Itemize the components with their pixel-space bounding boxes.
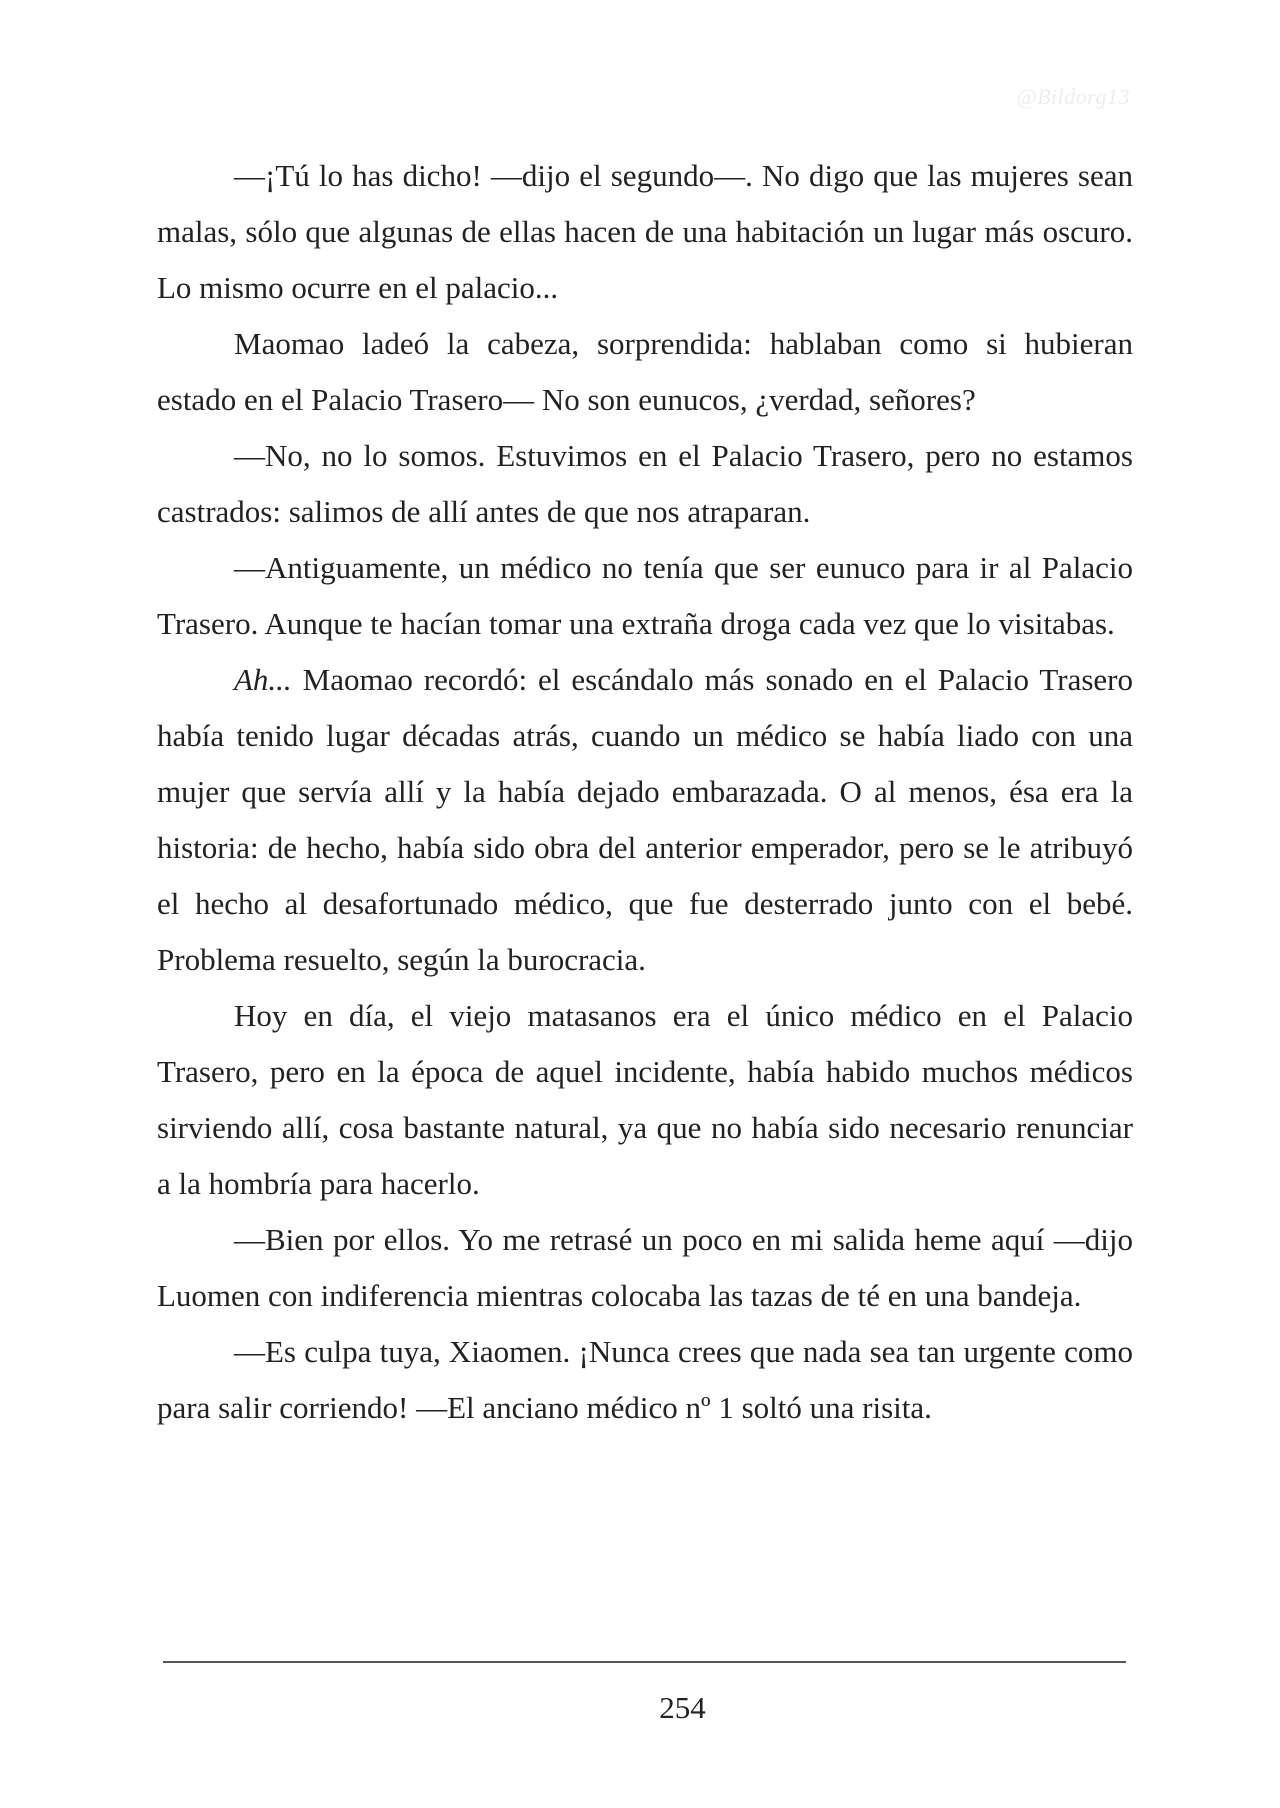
paragraph [157,428,1133,540]
body-text [157,148,1133,1436]
paragraph [157,540,1133,652]
paragraph [157,652,1133,988]
paragraph [157,148,1133,316]
paragraph-text: —Bien por ellos. Yo me retrasé un poco en mi salida heme aquí —dijo Luomen con indiferencia mientras colocaba las tazas de té en una bandeja. [157,1222,1133,1313]
paragraph-text: —Es culpa tuya, Xiaomen. ¡Nunca crees que nada sea tan urgente como para salir corriendo! —El anciano médico nº 1 soltó una risita. [157,1334,1133,1425]
paragraph-text: —¡Tú lo has dicho! —dijo el segundo—. No digo que las mujeres sean malas, sólo que algunas de ellas hacen de una habitación un lugar más oscuro. Lo mismo ocurre en el palacio... [157,158,1133,305]
italic-interjection: Ah... [234,662,292,697]
footer-divider [163,1661,1126,1663]
paragraph-text: Maomao ladeó la cabeza, sorprendida: hablaban como si hubieran estado en el Palacio Trasero— No son eunucos, ¿verdad, señores? [157,326,1133,417]
paragraph [157,1212,1133,1324]
paragraph [157,316,1133,428]
paragraph-text: —Antiguamente, un médico no tenía que ser eunuco para ir al Palacio Trasero. Aunque te hacían tomar una extraña droga cada vez que lo visitabas. [157,550,1133,641]
paragraph [157,988,1133,1212]
page-number: 254 [659,1690,706,1725]
paragraph-text: —No, no lo somos. Estuvimos en el Palacio Trasero, pero no estamos castrados: salimos de allí antes de que nos atraparan. [157,438,1133,529]
paragraph [157,1324,1133,1436]
watermark: @Bildorg13 [1016,84,1130,109]
paragraph-text: Maomao recordó: el escándalo más sonado en el Palacio Trasero había tenido lugar décadas atrás, cuando un médico se había liado con una mujer que servía allí y la había dejado embarazada. O al menos, ésa era la historia: de hecho, había sido obra del anterior emperador, pero se le atribuyó el hecho al desafortunado médico, que fue desterrado junto con el bebé. Problema resuelto, según la burocracia. [157,662,1133,977]
paragraph-text: Hoy en día, el viejo matasanos era el único médico en el Palacio Trasero, pero en la época de aquel incidente, había habido muchos médicos sirviendo allí, cosa bastante natural, ya que no había sido necesario renunciar a la hombría para hacerlo. [157,998,1133,1201]
